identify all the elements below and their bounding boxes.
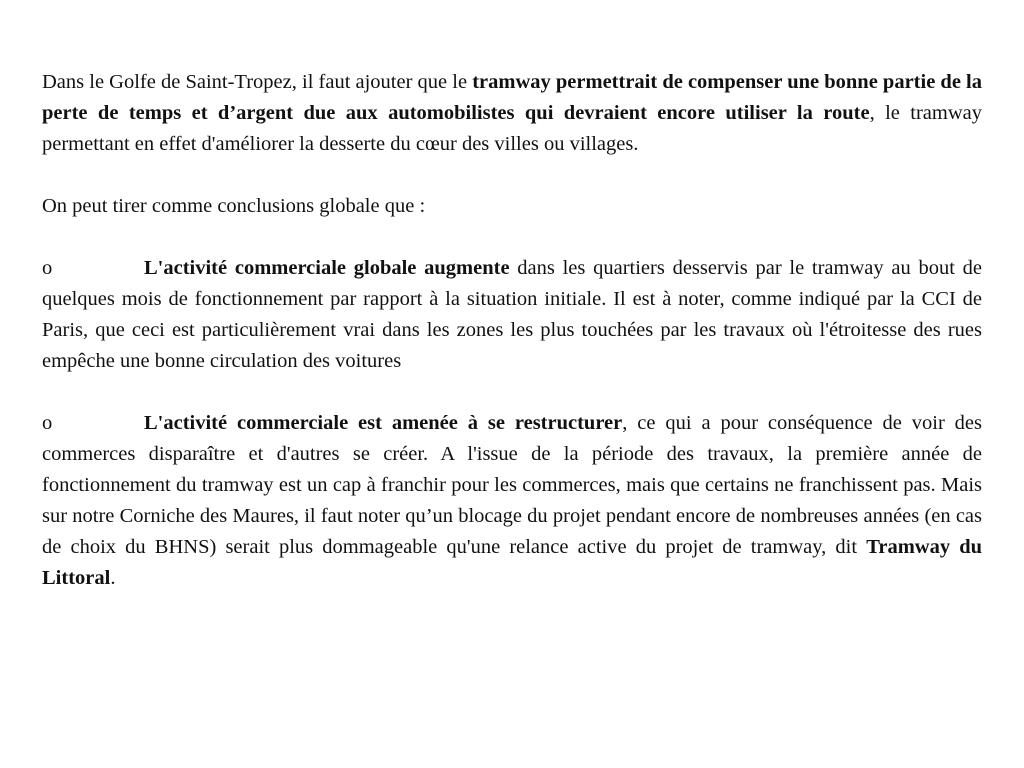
intro-text-after: , le tramway permettant en effet d'améliorer la desserte du cœur des villes ou villages. [42, 102, 982, 155]
bullet-2-bold-text: L'activité commerciale est amenée à se restructurer [144, 412, 623, 434]
conclusion-lead-text: On peut tirer comme conclusions globale que : [42, 195, 426, 217]
bullet-1-bold-text: L'activité commerciale globale augmente [144, 257, 510, 279]
intro-bold-text: tramway permettrait de compenser une bonne partie de la perte de temps et d’argent due aux automobilistes qui devraient encore utiliser la route [42, 71, 982, 124]
bullet-2-text: , ce qui a pour conséquence de voir des commerces disparaître et d'autres se créer. A l'issue de la période des travaux, la première année de fonctionnement du tramway est un cap à franchir pour les commerces, mais que certains ne franchissent pas. Mais sur notre Corniche des Maures, il faut noter qu’un blocage du projet pendant encore de nombreuses années (en cas de choix du BHNS) serait plus dommageable qu'une relance active du projet de tramway, dit [42, 412, 982, 558]
conclusion-lead-paragraph [42, 191, 982, 222]
document-page [42, 67, 982, 594]
bullet-paragraph-2 [42, 408, 982, 594]
intro-paragraph [42, 67, 982, 160]
bullet-2-text-end: . [110, 567, 116, 589]
bullet-marker: o [42, 257, 53, 279]
bullet-paragraph-1 [42, 253, 982, 377]
bullet-marker: o [42, 412, 53, 434]
bullet-1-text: dans les quartiers desservis par le tramway au bout de quelques mois de fonctionnement par rapport à la situation initiale. Il est à noter, comme indiqué par la CCI de Paris, que ceci est particulièrement vrai dans les zones les plus touchées par les travaux où l'étroitesse des rues empêche une bonne circulation des voitures [42, 257, 982, 372]
intro-text-before: Dans le Golfe de Saint-Tropez, il faut ajouter que le [42, 71, 473, 93]
bullet-2-bold-end: Tramway du Littoral [42, 536, 983, 589]
